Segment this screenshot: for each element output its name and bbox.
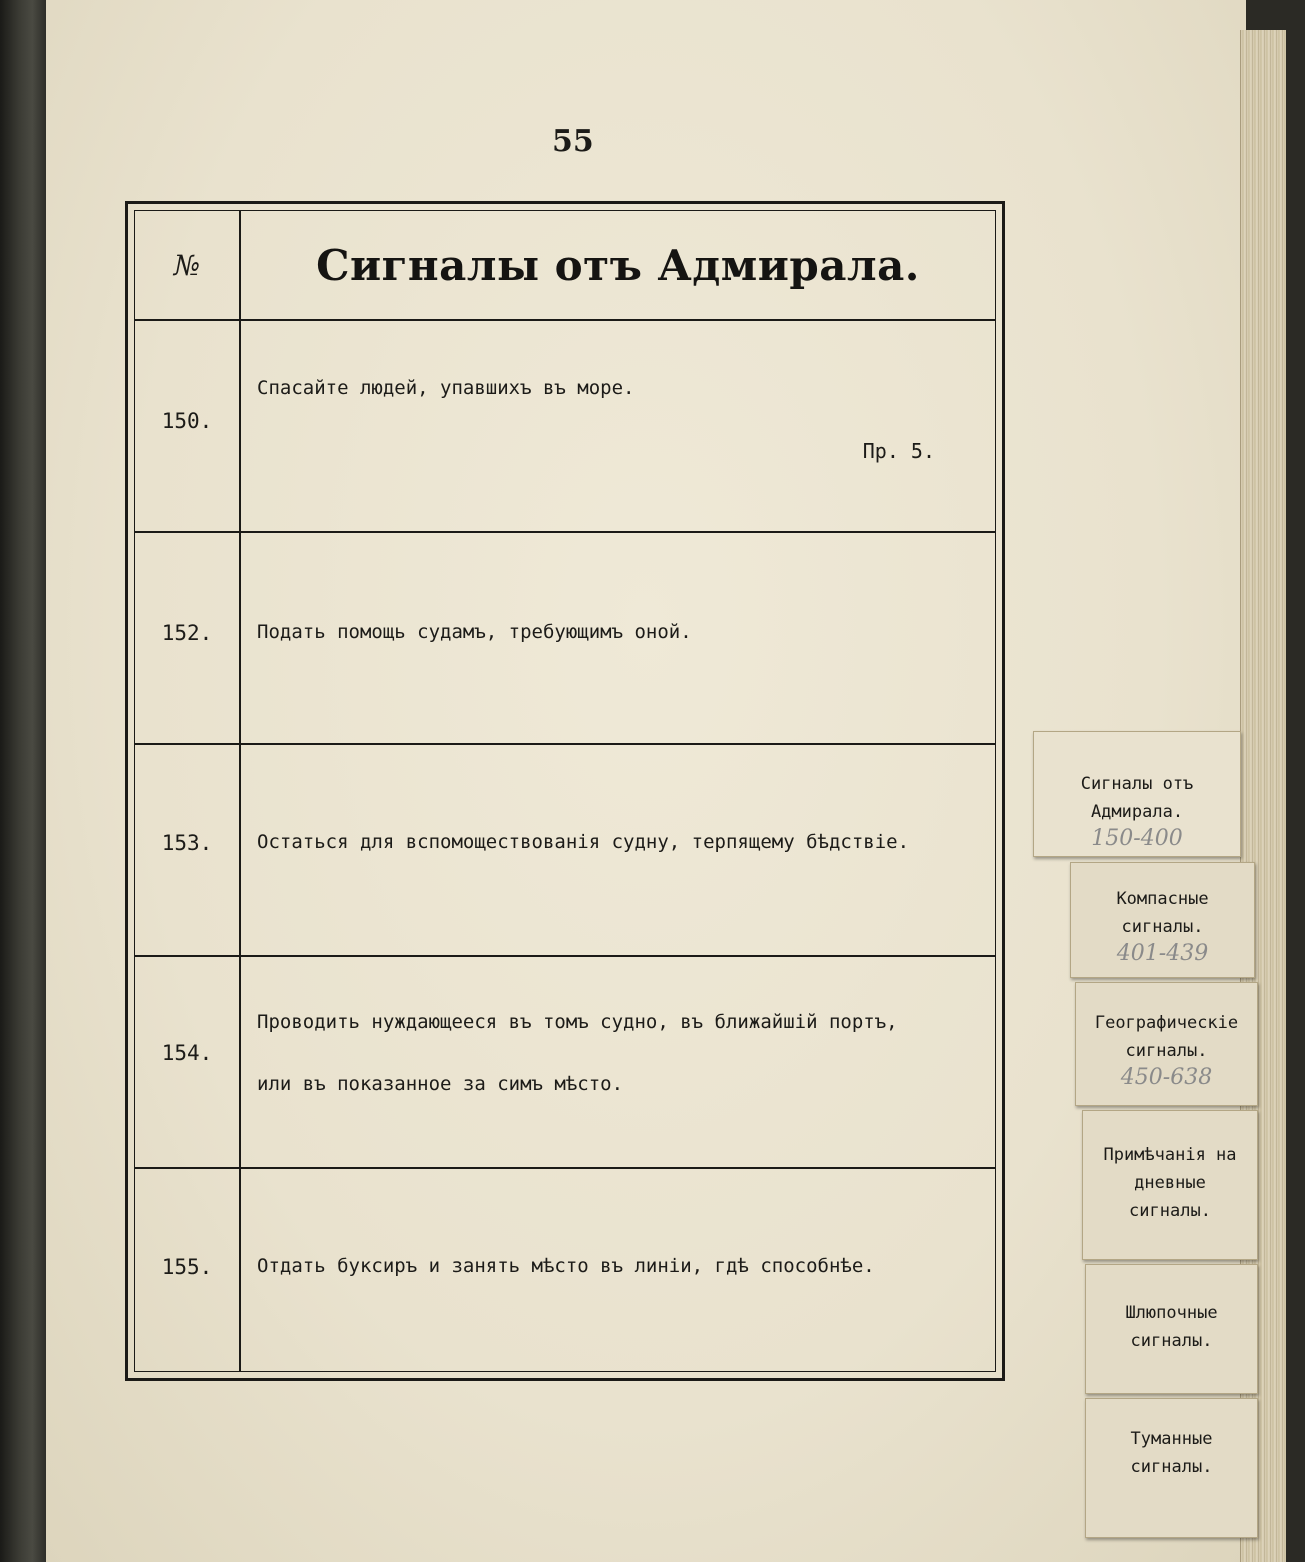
- page-number: 55: [552, 124, 594, 159]
- tab-label-line-2: сигналы.: [1130, 1457, 1213, 1477]
- signal-text: Подать помощь судамъ, требующимъ оной.: [257, 621, 692, 643]
- tab-label-line-2: сигналы.: [1125, 1041, 1208, 1061]
- tab-handwritten-range: 150-400: [1091, 826, 1183, 851]
- tab-label-line-1: Сигналы отъ: [1080, 774, 1194, 794]
- table-row: [135, 533, 995, 745]
- tab-label-line-1: Географическіе: [1094, 1013, 1239, 1033]
- tab-admiral-signals[interactable]: [1033, 731, 1241, 857]
- signal-number: 155.: [161, 1255, 213, 1279]
- tab-label-line-1: Туманные: [1130, 1429, 1213, 1449]
- tab-fog-signals[interactable]: [1085, 1398, 1258, 1538]
- signal-number: 152.: [161, 621, 213, 645]
- table-header: [135, 211, 995, 321]
- tab-label-line-3: сигналы.: [1129, 1201, 1211, 1221]
- signal-number: 150.: [161, 409, 213, 433]
- signal-text-line-1: Проводить нуждающееся въ томъ судно, въ ближайшій портъ,: [257, 1011, 898, 1033]
- table-row: [135, 1169, 995, 1379]
- tab-geographic-signals[interactable]: [1075, 982, 1258, 1106]
- tab-handwritten-range: 401-439: [1116, 941, 1209, 966]
- table-row: [135, 957, 995, 1169]
- tab-label-line-2: сигналы.: [1130, 1331, 1213, 1351]
- table-row: [135, 745, 995, 957]
- signal-reference: Пр. 5.: [862, 439, 935, 463]
- header-number-symbol: №: [173, 249, 201, 282]
- tab-compass-signals[interactable]: [1070, 862, 1255, 978]
- tab-handwritten-range: 450-638: [1120, 1065, 1213, 1090]
- signal-number: 154.: [161, 1041, 213, 1065]
- tab-day-signal-notes[interactable]: [1082, 1110, 1258, 1260]
- tab-boat-signals[interactable]: [1085, 1264, 1258, 1394]
- tab-label-line-1: Примѣчанія на: [1103, 1145, 1237, 1165]
- signal-number: 153.: [161, 831, 213, 855]
- tab-label-line-1: Компасные: [1116, 889, 1209, 909]
- signal-text: Отдать буксиръ и занять мѣсто въ линіи, гдѣ способнѣе.: [257, 1255, 875, 1277]
- book-binding: [0, 0, 46, 1562]
- tab-label-line-1: Шлюпочные: [1125, 1303, 1218, 1323]
- signal-text: Остаться для вспомоществованія судну, терпящему бѣдствіе.: [257, 831, 910, 853]
- signal-text: Спасайте людей, упавшихъ въ море.: [257, 377, 635, 399]
- tab-label-line-2: сигналы.: [1121, 917, 1204, 937]
- tab-label-line-2: дневные: [1134, 1173, 1206, 1193]
- tab-label-line-2: Адмирала.: [1090, 802, 1184, 822]
- table-title: Сигналы отъ Адмирала.: [316, 241, 920, 290]
- table-row: [135, 321, 995, 533]
- signals-table: [125, 201, 1005, 1381]
- signal-text-line-2: или въ показанное за симъ мѣсто.: [257, 1073, 624, 1095]
- table-inner-border: [134, 210, 996, 1372]
